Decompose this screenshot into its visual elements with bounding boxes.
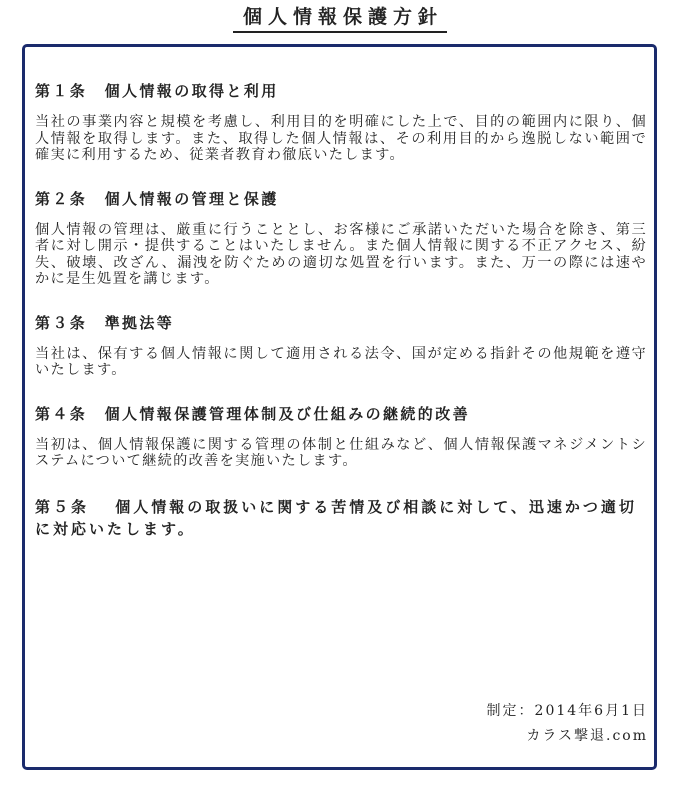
- article-body: 当社の事業内容と規模を考慮し、利用目的を明確にした上で、目的の範囲内に限り、個人情報を取得します。また、取得した個人情報は、その利用目的から逸脱しない範囲で確実に利用するため、従業者教育わ徹底いたします。: [35, 114, 647, 163]
- article-body: 当社は、保有する個人情報に関して適用される法令、国が定める指針その他規範を遵守いたします。: [35, 345, 647, 378]
- article-heading: 第１条 個人情報の取得と利用: [35, 82, 279, 100]
- policy-frame: [22, 44, 657, 770]
- article-heading: 第３条 準拠法等: [35, 313, 175, 332]
- policy-content: [35, 82, 647, 540]
- title-container: [0, 4, 680, 33]
- article-4: [35, 405, 647, 470]
- article-body: 個人情報の管理は、厳重に行うこととし、お客様にご承諾いただいた場合を除き、第三者に対し開示・提供することはいたしません。また個人情報に関する不正アクセス、紛失、破壊、改ざん、漏洩を防ぐための適切な処置を行います。また、万一の際には速やかに是生処置を講じます。: [35, 221, 647, 287]
- article-5-statement: 第５条 個人情報の取扱いに関する苦情及び相談に対して、迅速かつ適切に対応いたします。: [35, 497, 637, 538]
- article-3: [35, 314, 647, 379]
- article-1: [35, 82, 647, 164]
- article-2: [35, 190, 647, 288]
- signature-block: [487, 699, 648, 749]
- article-heading: 第４条 個人情報保護管理体制及び仕組みの継続的改善: [35, 404, 471, 423]
- page-title: 個人情報保護方針: [233, 4, 447, 33]
- article-body: 当初は、個人情報保護に関する管理の体制と仕組みなど、個人情報保護マネジメントシステムについて継続的改善を実施いたします。: [35, 436, 647, 469]
- company-name: カラス撃退.com: [526, 728, 648, 744]
- established-date: 制定：2014年6月1日: [486, 703, 648, 719]
- article-heading: 第２条 個人情報の管理と保護: [35, 189, 279, 208]
